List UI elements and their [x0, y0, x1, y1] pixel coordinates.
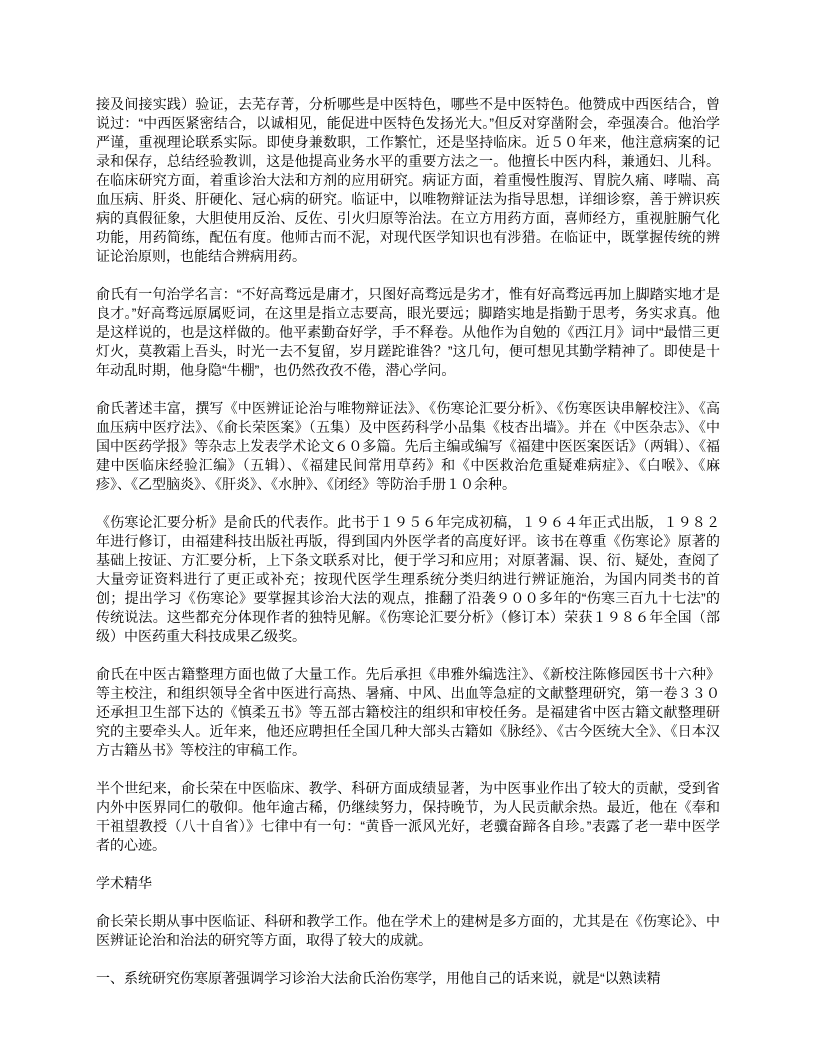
- paragraph: 俞氏有一句治学名言：“不好高骛远是庸才，只图好高骛远是劣才，惟有好高骛远再加上脚踏实地才是良才。”好高骛远原属贬词，在这里是指立志要高，眼光要远；脚踏实地是指勤于思考，务实求真。他是这样说的，也是这样做的。他平素勤奋好学，手不释卷。从他作为自勉的《西江月》词中“最惜三更灯火，莫教霜上吾头，时光一去不复留，岁月蹉跎谁咎？”这几句，便可想见其勤学精神了。即使是十年动乱时期，他身隐“牛棚”，也仍然孜孜不倦，潜心学问。: [96, 286, 720, 378]
- section-heading: 学术精华: [96, 875, 152, 891]
- paragraph: 《伤寒论汇要分析》是俞氏的代表作。此书于１９５６年完成初稿，１９６４年正式出版，１９８２年进行修订，由福建科技出版社再版，得到国内外医学者的高度好评。该书在尊重《伤寒论》原著的基础上按证、方汇要分析，上下条文联系对比，便于学习和应用；对原著漏、误、衍、疑处，查阅了大量旁证资料进行了更正或补充；按现代医学生理系统分类归纳进行辨证施治，为国内同类书的首创；提出学习《伤寒论》要掌握其诊治大法的观点，推翻了沿袭９００多年的“伤寒三百九十七法”的传统说法。这些都充分体现作者的独特见解。《伤寒论汇要分析》（修订本）荣获１９８６年全国（部级）中医药重大科技成果乙级奖。: [96, 514, 720, 644]
- paragraph: 接及间接实践）验证，去芜存菁，分析哪些是中医特色，哪些不是中医特色。他赞成中西医结合，曾说过：“中西医紧密结合，以诚相见，能促进中医特色发扬光大。”但反对穿凿附会，牵强凑合。他治学严谨，重视理论联系实际。即使身兼数职，工作繁忙，还是坚持临床。近５０年来，他注意病案的记录和保存，总结经验教训，这是他提高业务水平的重要方法之一。他擅长中医内科，兼通妇、儿科。在临床研究方面，着重诊治大法和方剂的应用研究。病证方面，着重慢性腹泻、胃脘久痛、哮喘、高血压病、肝炎、肝硬化、冠心病的研究。临证中，以唯物辩证法为指导思想，详细诊察，善于辨识疾病的真假征象，大胆使用反治、反佐、引火归原等治法。在立方用药方面，喜师经方，重视脏腑气化功能，用药简练，配伍有度。他师古而不泥，对现代医学知识也有涉猎。在临证中，既掌握传统的辨证论治原则，也能结合辨病用药。: [96, 96, 720, 264]
- paragraph: 俞氏在中医古籍整理方面也做了大量工作。先后承担《串雅外编选注》、《新校注陈修园医书十六种》等主校注，和组织领导全省中医进行高热、暑痛、中风、出血等急症的文献整理研究，第一卷３３０还承担卫生部下达的《慎柔五书》等五部古籍校注的组织和审校任务。是福建省中医古籍文献整理研究的主要牵头人。近年来，他还应聘担任全国几种大部头古籍如《脉经》、《古今医统大全》、《日本汉方古籍丛书》等校注的审稿工作。: [96, 666, 720, 758]
- paragraph: 一、系统研究伤寒原著强调学习诊治大法俞氏治伤寒学，用他自己的话来说，就是“以熟读精: [96, 970, 661, 986]
- paragraph: 俞长荣长期从事中医临证、科研和教学工作。他在学术上的建树是多方面的，尤其是在《伤寒论》、中医辨证论治和治法的研究等方面，取得了较大的成就。: [96, 913, 720, 948]
- paragraph: 俞氏著述丰富，撰写《中医辨证论治与唯物辩证法》、《伤寒论汇要分析》、《伤寒医诀串解校注》、《高血压病中医疗法》、《俞长荣医案》（五集）及中医药科学小品集《枝杏出墙》。并在《中医杂志》、《中国中医药学报》等杂志上发表学术论文６０多篇。先后主编或编写《福建中医医案医话》（两辑）、《福建中医临床经验汇编》（五辑）、《福建民间常用草药》和《中医救治危重疑难病症》、《白喉》、《麻疹》、《乙型脑炎》、《肝炎》、《水肿》、《闭经》等防治手册１０余种。: [96, 400, 720, 492]
- paragraph: 半个世纪来，俞长荣在中医临床、教学、科研方面成绩显著，为中医事业作出了较大的贡献，受到省内外中医界同仁的敬仰。他年逾古稀，仍继续努力，保持晚节，为人民贡献余热。最近，他在《奉和干祖望教授（八十自省）》七律中有一句：“黄昏一派风光好，老骥奋蹄各自珍。”表露了老一辈中医学者的心迹。: [96, 780, 720, 853]
